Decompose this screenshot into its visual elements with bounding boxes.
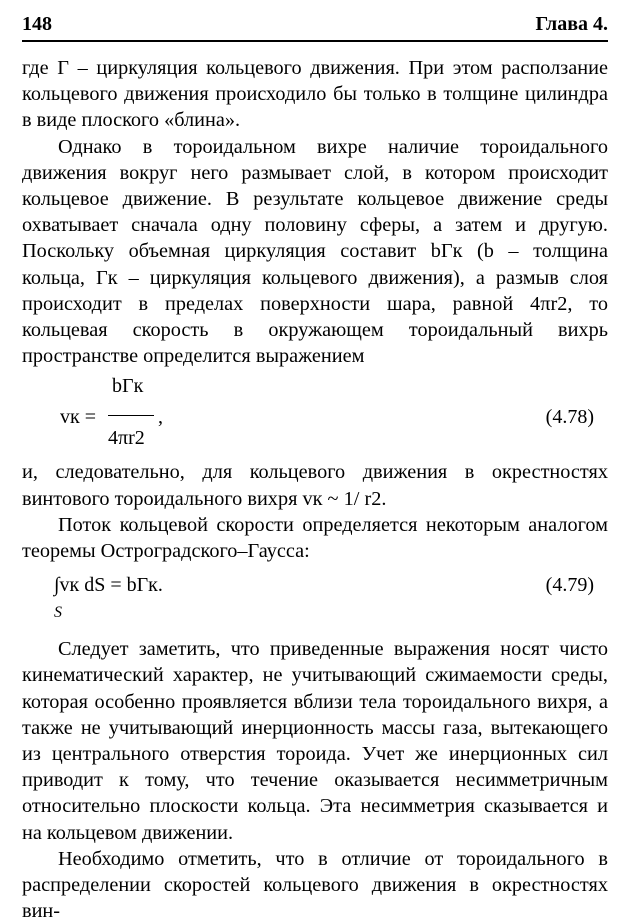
equation-number: (4.79) [545, 574, 594, 597]
paragraph-2: Однако в тороидальном вихре наличие тороидального движения вокруг него размывает слой, в котором происходит кольцевое движение. В результате кольцевое движение среды охватывает сначала одну половину сферы, а затем и другую. Поскольку объемная циркуляция составит bГк (b – толщина кольца, Гк – циркуляция кольцевого движения), а размыв слоя происходит в пределах поверхности шара, равной 4πr2, то кольцевая скорость в окружающем тороидальный вихрь пространстве определится выражением [22, 135, 608, 368]
paragraph-3: и, следовательно, для кольцевого движения в окрестностях винтового тороидального вихря vк ~ 1/ r2. [22, 461, 608, 510]
body-text [22, 55, 608, 924]
paragraph-4: Поток кольцевой скорости определяется некоторым аналогом теоремы Остроградского–Гаусса: [22, 513, 608, 563]
equation-4-78 [22, 369, 608, 459]
chapter-title: Глава 4. [535, 13, 608, 35]
fraction-bar [108, 415, 154, 416]
paragraph-1: где Г – циркуляция кольцевого движения. При этом расползание кольцевого движения происходило бы только в толщине цилиндра в виде плоского «блина». [22, 57, 608, 132]
equation-comma: , [158, 406, 163, 429]
integral-lower-limit: S [54, 604, 62, 622]
page-header [22, 12, 608, 42]
paragraph-5: Следует заметить, что приведенные выражения носят чисто кинематический характер, не учитывающий сжимаемости среды, которая особенно проявляется вблизи тела тороидального вихря, а также не учитывающий инерционность массы газа, вытекающего из центрального отверстия тороида. Учет же инерционных сил приводит к тому, что течение оказывается несимметричным относительно плоскости кольца. Эта несимметрия сказывается и на кольцевом движении. [22, 638, 608, 844]
book-page [22, 12, 608, 924]
equation-number: (4.78) [545, 406, 594, 429]
paragraph-6: Необходимо отметить, что в отличие от тороидального в распределении скоростей кольцевого движения в окрестностях вин- [22, 847, 608, 923]
fraction-denominator: 4πr2 [108, 427, 145, 450]
page-number: 148 [22, 13, 52, 35]
equation-4-79 [22, 564, 608, 636]
integral-expression: ∫vк dS = bГк. [54, 574, 163, 597]
fraction-numerator: bГк [112, 375, 144, 398]
equation-lhs: vк = [60, 406, 96, 429]
